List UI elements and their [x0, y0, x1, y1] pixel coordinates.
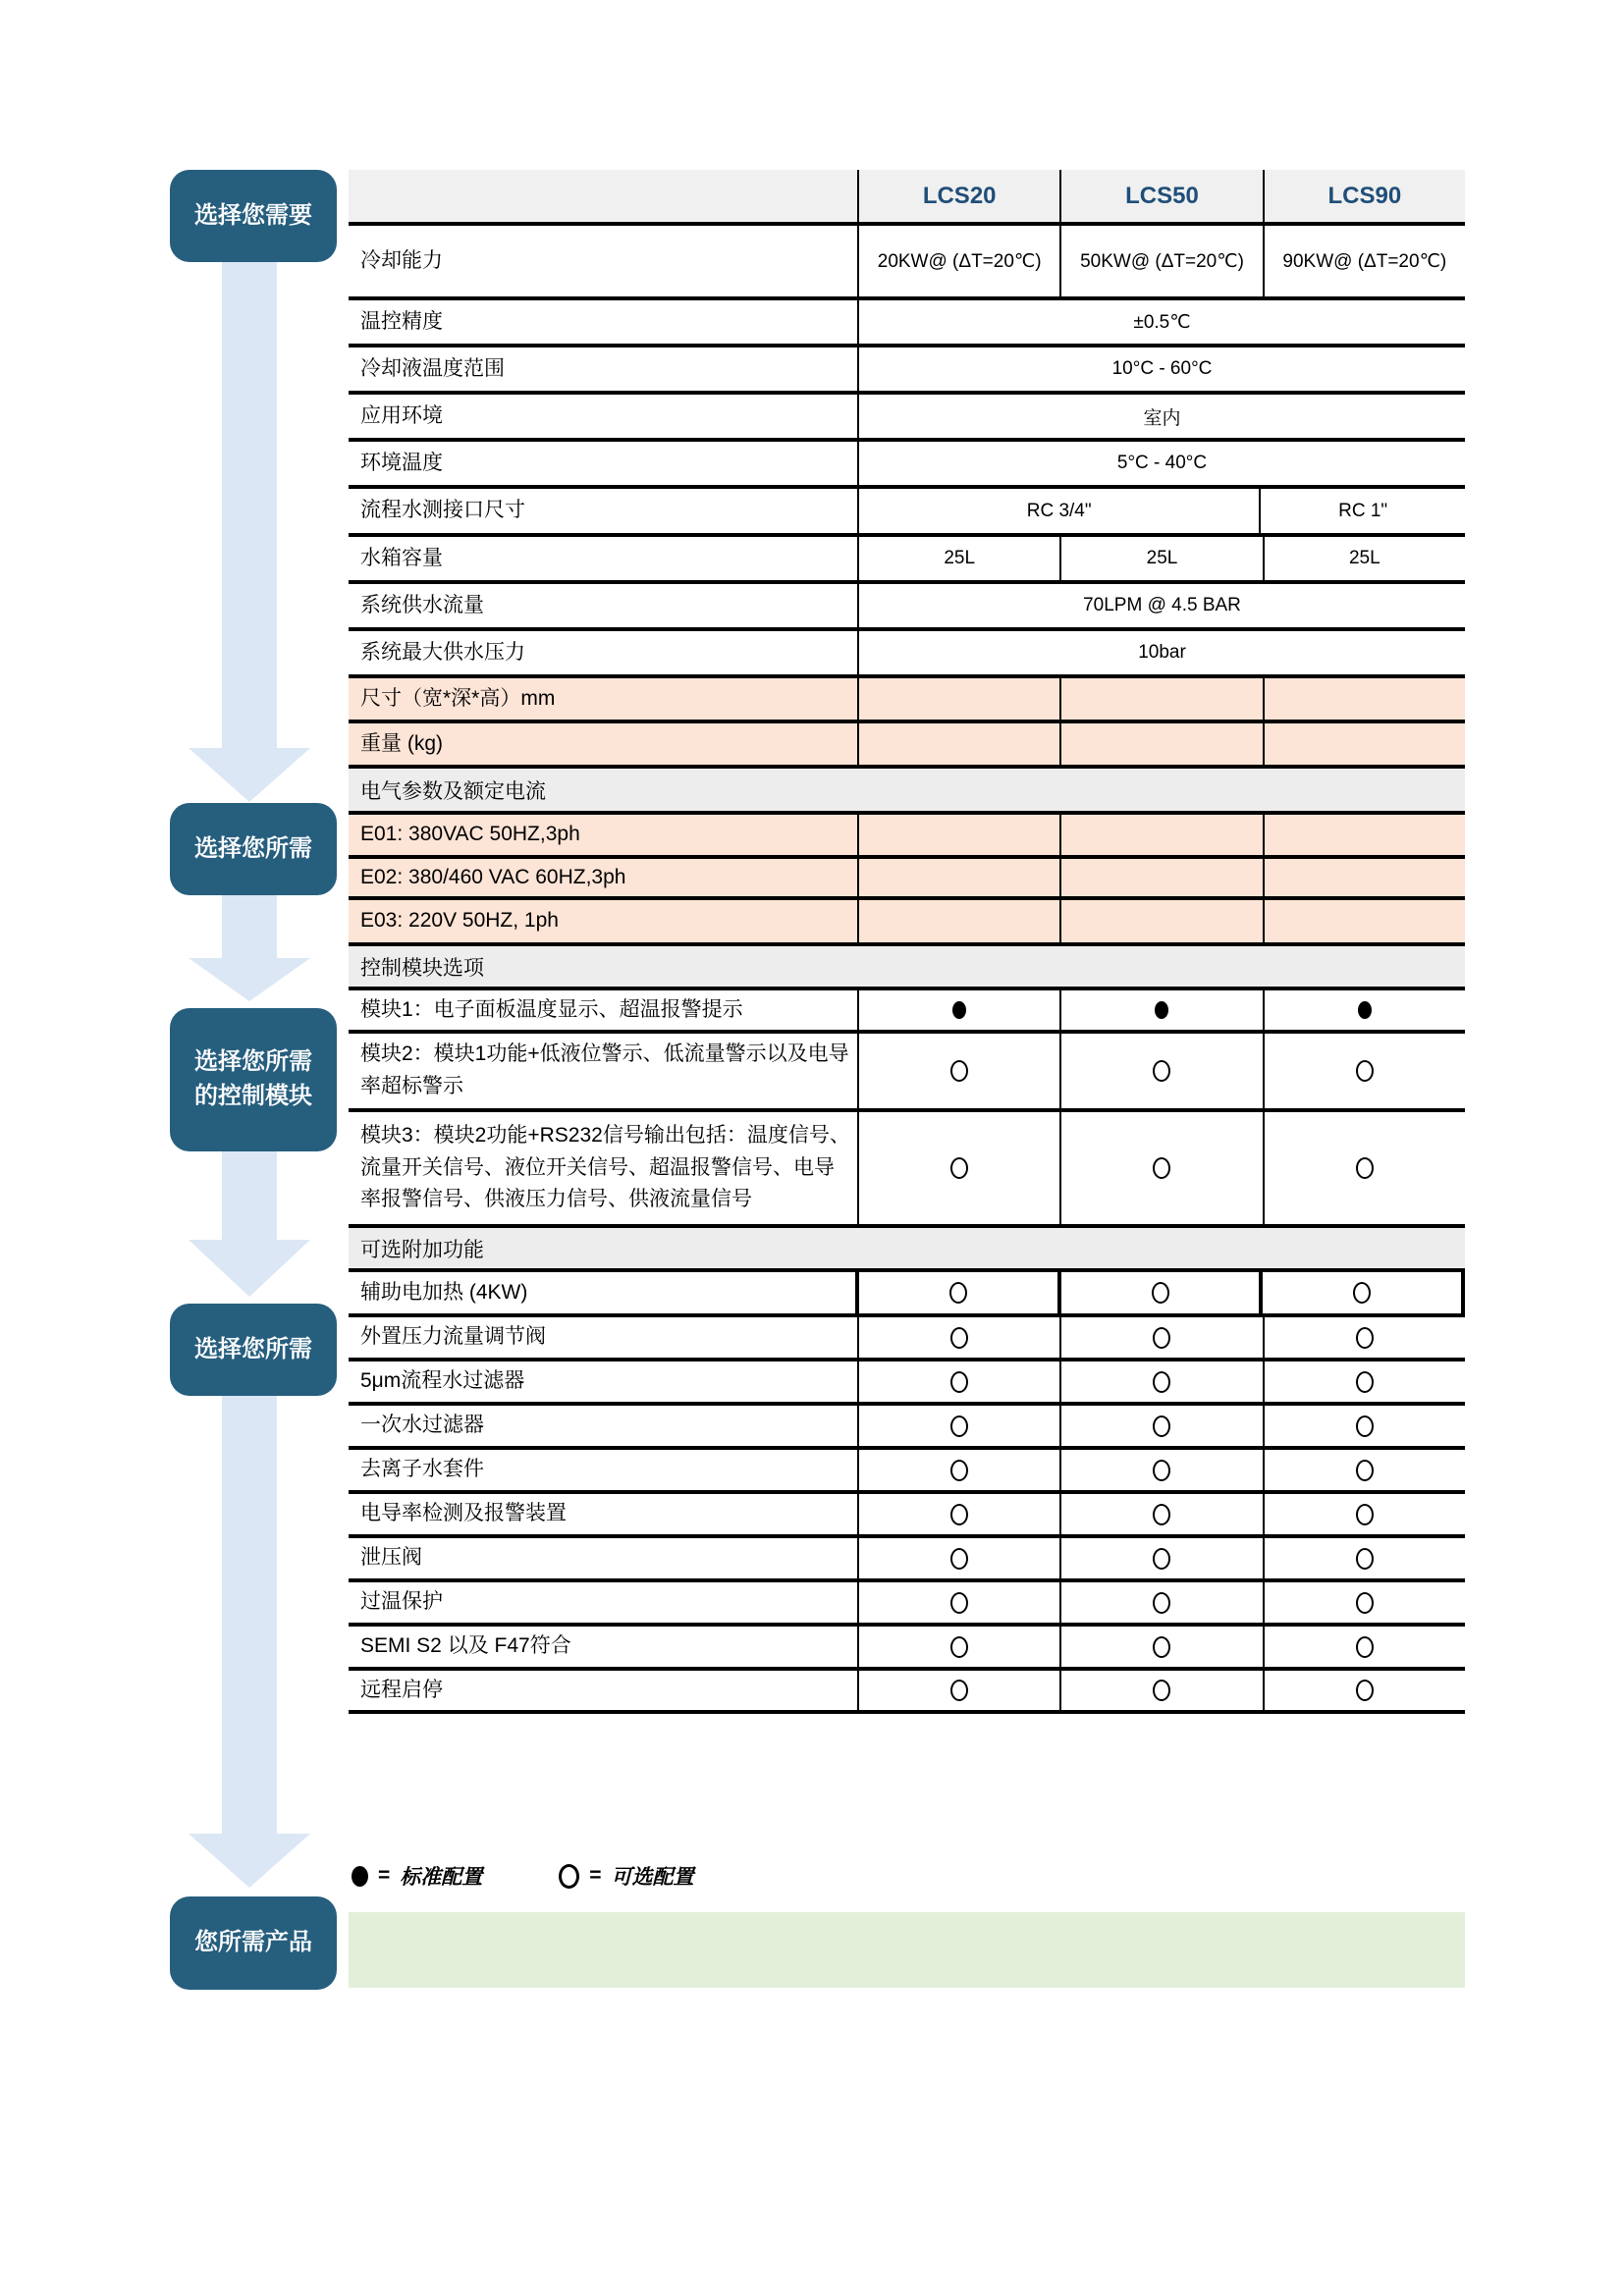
table-row [349, 1228, 1465, 1272]
option-cell [1263, 1362, 1465, 1402]
table-row [349, 1582, 1465, 1627]
open-circle-icon [1353, 1282, 1371, 1304]
empty-input-cell[interactable] [1059, 859, 1262, 896]
row-label: 过温保护 [349, 1582, 859, 1623]
option-cell [1263, 1582, 1465, 1623]
option-cell [1259, 1272, 1465, 1313]
empty-input-cell[interactable] [1263, 900, 1465, 942]
value-cell: 25L [1059, 537, 1262, 580]
open-circle-icon [949, 1282, 967, 1304]
down-arrow-icon [222, 895, 277, 958]
option-cell [1059, 1538, 1262, 1578]
open-circle-icon [1153, 1415, 1170, 1437]
merged-value-cell: 10bar [1138, 642, 1186, 663]
empty-input-cell[interactable] [859, 723, 1059, 765]
open-circle-icon [950, 1157, 968, 1179]
open-circle-icon [950, 1592, 968, 1614]
open-circle-icon [950, 1415, 968, 1437]
empty-input-cell[interactable] [859, 900, 1059, 942]
open-circle-icon [950, 1060, 968, 1082]
open-circle-icon [1153, 1592, 1170, 1614]
option-cell [1263, 1538, 1465, 1578]
header-empty-cell [349, 170, 859, 222]
option-cell [859, 1538, 1059, 1578]
down-arrow-icon [222, 262, 277, 748]
spec-table [349, 170, 1465, 1714]
open-circle-icon [950, 1460, 968, 1481]
option-cell [859, 1406, 1059, 1446]
option-cell [1059, 1406, 1262, 1446]
down-arrow-icon [189, 1834, 310, 1888]
value-cell: 25L [944, 548, 976, 568]
table-row [349, 723, 1465, 769]
empty-input-cell[interactable] [1059, 678, 1262, 720]
table-row [349, 1317, 1465, 1362]
option-cell [859, 990, 1059, 1030]
option-cell [1059, 1450, 1262, 1490]
table-row [349, 1671, 1465, 1714]
section-header-label: 控制模块选项 [360, 956, 484, 980]
down-arrow-icon [222, 1396, 277, 1834]
row-label: E01: 380VAC 50HZ,3ph [349, 815, 859, 855]
option-cell [1059, 990, 1262, 1030]
open-circle-icon [950, 1548, 968, 1570]
value-cell: 90KW@ (ΔT=20℃) [1263, 226, 1465, 296]
option-cell [1059, 1034, 1262, 1108]
option-cell [1263, 1112, 1465, 1224]
flow-step-choose-options: 选择您所需 [170, 1304, 337, 1396]
table-row [349, 859, 1465, 900]
table-row [349, 900, 1465, 946]
option-cell [1263, 990, 1465, 1030]
row-label: 5μm流程水过滤器 [349, 1362, 859, 1402]
column-header-lcs20: LCS20 [922, 182, 997, 209]
table-row [349, 631, 1465, 678]
open-circle-icon [1356, 1636, 1374, 1658]
option-cell [1059, 1627, 1262, 1667]
empty-input-cell[interactable] [1059, 900, 1262, 942]
option-cell [1059, 1317, 1262, 1358]
table-row [349, 584, 1465, 631]
row-label: 冷却能力 [349, 226, 859, 296]
filled-circle-icon [1358, 1001, 1372, 1019]
row-label: 重量 (kg) [349, 723, 859, 765]
option-cell [1263, 1627, 1465, 1667]
table-row [349, 1450, 1465, 1494]
option-cell [1263, 1671, 1465, 1710]
option-cell [859, 1034, 1059, 1108]
row-label: 模块2：模块1功能+低液位警示、低流量警示以及电导率超标警示 [349, 1034, 859, 1108]
option-cell [859, 1272, 1057, 1313]
row-label: 温控精度 [349, 300, 859, 344]
table-row [349, 442, 1465, 489]
table-row [349, 1406, 1465, 1450]
value-cell: 25L [1263, 537, 1465, 580]
open-circle-icon [1356, 1680, 1374, 1701]
merged-value-cell: 10°C - 60°C [1111, 358, 1213, 379]
legend-optional-label: 可选配置 [611, 1866, 694, 1889]
option-cell [859, 1627, 1059, 1667]
filled-circle-icon [952, 1001, 966, 1019]
open-circle-icon [1356, 1504, 1374, 1525]
open-circle-icon [1153, 1548, 1170, 1570]
row-label: 水箱容量 [349, 537, 859, 580]
down-arrow-icon [189, 748, 310, 802]
flow-step-your-product: 您所需产品 [170, 1896, 337, 1990]
option-cell [1059, 1112, 1262, 1224]
option-cell [1263, 1034, 1465, 1108]
option-cell [859, 1317, 1059, 1358]
table-row [349, 1112, 1465, 1228]
open-circle-icon [1356, 1592, 1374, 1614]
table-row [349, 1362, 1465, 1406]
option-cell [859, 1112, 1059, 1224]
open-circle-icon [1356, 1371, 1374, 1393]
table-row [349, 1494, 1465, 1538]
table-row [349, 1538, 1465, 1582]
merged-value-cell: 室内 [1143, 407, 1181, 429]
open-circle-icon [1153, 1060, 1170, 1082]
row-label: 外置压力流量调节阀 [349, 1317, 859, 1358]
table-row [349, 678, 1465, 723]
row-label: 泄压阀 [349, 1538, 859, 1578]
open-circle-icon [950, 1327, 968, 1349]
row-label: 模块1：电子面板温度显示、超温报警提示 [349, 990, 859, 1030]
open-circle-icon [1152, 1282, 1169, 1304]
option-cell [1263, 1450, 1465, 1490]
section-header-label: 电气参数及额定电流 [360, 779, 546, 803]
empty-input-cell[interactable] [1263, 723, 1465, 765]
option-cell [859, 1582, 1059, 1623]
down-arrow-icon [189, 958, 310, 1001]
value-cell: 20KW@ (ΔT=20℃) [877, 250, 1042, 272]
empty-input-cell[interactable] [859, 815, 1059, 855]
row-label: 辅助电加热 (4KW) [349, 1272, 859, 1313]
open-circle-icon [1153, 1680, 1170, 1701]
row-label: 应用环境 [349, 395, 859, 438]
option-cell [1263, 1317, 1465, 1358]
open-circle-icon [1356, 1415, 1374, 1437]
row-label: 环境温度 [349, 442, 859, 485]
table-row [349, 990, 1465, 1034]
option-cell [1059, 1582, 1262, 1623]
merged-value-cell: 70LPM @ 4.5 BAR [1083, 595, 1241, 615]
open-circle-icon [950, 1636, 968, 1658]
open-circle-icon [950, 1504, 968, 1525]
option-cell [1263, 1494, 1465, 1534]
row-label: 去离子水套件 [349, 1450, 859, 1490]
legend-standard-label: 标准配置 [400, 1866, 483, 1889]
legend-optional-eq: = [589, 1864, 602, 1887]
column-header-lcs50: LCS50 [1059, 170, 1262, 222]
value-cell: RC 1" [1259, 489, 1465, 533]
option-cell [859, 1494, 1059, 1534]
table-row [349, 1272, 1465, 1317]
merged-value-cell: ±0.5℃ [1133, 311, 1191, 333]
table-row [349, 815, 1465, 859]
empty-input-cell[interactable] [1059, 723, 1262, 765]
option-cell [1059, 1362, 1262, 1402]
row-label: 模块3：模块2功能+RS232信号输出包括：温度信号、流量开关信号、液位开关信号、超温报警信号、电导率报警信号、供液压力信号、供液流量信号 [349, 1112, 859, 1224]
table-row [349, 769, 1465, 815]
table-row [349, 489, 1465, 537]
result-input-bar[interactable] [349, 1912, 1465, 1988]
open-circle-icon [1153, 1636, 1170, 1658]
open-circle-icon [1356, 1327, 1374, 1349]
table-row [349, 226, 1465, 300]
down-arrow-icon [222, 1151, 277, 1240]
open-circle-icon [1356, 1548, 1374, 1570]
option-cell [859, 1671, 1059, 1710]
legend [352, 1861, 694, 1891]
row-label: 电导率检测及报警装置 [349, 1494, 859, 1534]
flow-step-choose-control-module: 选择您所需 的控制模块 [170, 1008, 337, 1151]
column-header-lcs90: LCS90 [1263, 170, 1465, 222]
value-cell: 50KW@ (ΔT=20℃) [1059, 226, 1262, 296]
option-cell [1263, 1406, 1465, 1446]
option-cell [1059, 1671, 1262, 1710]
option-cell [1059, 1494, 1262, 1534]
table-row [349, 300, 1465, 347]
option-cell [859, 1450, 1059, 1490]
section-header-label: 可选附加功能 [360, 1238, 484, 1261]
down-arrow-icon [189, 1240, 310, 1297]
row-label: 尺寸（宽*深*高）mm [349, 678, 859, 720]
merged-value-cell: RC 3/4" [1026, 500, 1092, 521]
row-label: 流程水测接口尺寸 [349, 489, 859, 533]
open-circle-icon [1356, 1157, 1374, 1179]
table-row [349, 347, 1465, 395]
table-row [349, 946, 1465, 990]
row-label: 一次水过滤器 [349, 1406, 859, 1446]
filled-circle-icon [352, 1866, 368, 1887]
open-circle-icon [559, 1864, 579, 1889]
open-circle-icon [1356, 1460, 1374, 1481]
option-cell [1057, 1272, 1260, 1313]
empty-input-cell[interactable] [859, 678, 1059, 720]
flow-step-choose-electrical: 选择您所需 [170, 803, 337, 895]
option-cell [859, 1362, 1059, 1402]
table-header-row [349, 170, 1465, 226]
row-label: E02: 380/460 VAC 60HZ,3ph [349, 859, 859, 896]
row-label: 远程启停 [349, 1671, 859, 1710]
flow-step-choose-model: 选择您需要 [170, 170, 337, 262]
open-circle-icon [950, 1680, 968, 1701]
open-circle-icon [1153, 1504, 1170, 1525]
row-label: SEMI S2 以及 F47符合 [349, 1627, 859, 1667]
open-circle-icon [950, 1371, 968, 1393]
empty-input-cell[interactable] [1059, 815, 1262, 855]
row-label: 系统最大供水压力 [349, 631, 859, 674]
empty-input-cell[interactable] [1263, 815, 1465, 855]
table-row [349, 1627, 1465, 1671]
merged-value-cell: 5°C - 40°C [1116, 453, 1208, 473]
empty-input-cell[interactable] [859, 859, 1059, 896]
table-row [349, 395, 1465, 442]
table-row [349, 1034, 1465, 1112]
row-label: 系统供水流量 [349, 584, 859, 627]
table-row [349, 537, 1465, 584]
row-label: E03: 220V 50HZ, 1ph [349, 900, 859, 942]
empty-input-cell[interactable] [1263, 678, 1465, 720]
filled-circle-icon [1155, 1001, 1168, 1019]
open-circle-icon [1153, 1371, 1170, 1393]
legend-standard-eq: = [378, 1864, 391, 1887]
open-circle-icon [1153, 1327, 1170, 1349]
row-label: 冷却液温度范围 [349, 347, 859, 391]
open-circle-icon [1153, 1157, 1170, 1179]
empty-input-cell[interactable] [1263, 859, 1465, 896]
open-circle-icon [1356, 1060, 1374, 1082]
open-circle-icon [1153, 1460, 1170, 1481]
